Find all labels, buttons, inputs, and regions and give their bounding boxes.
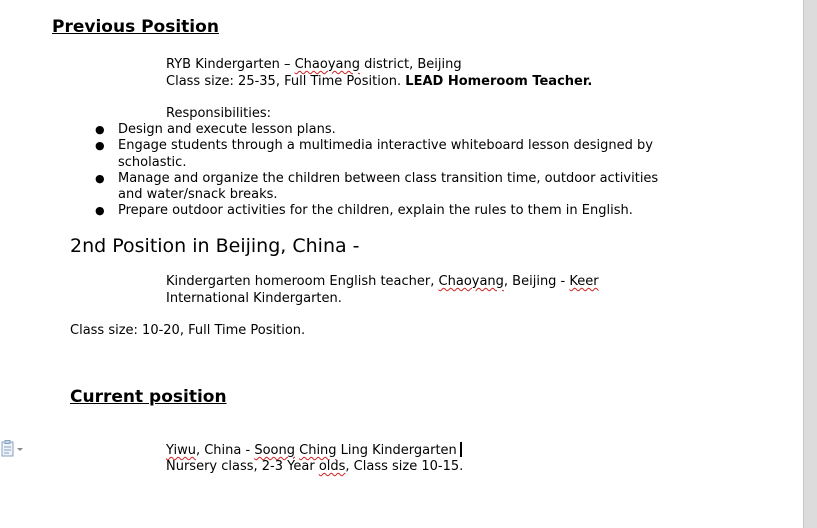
responsibilities-label: Responsibilities:: [166, 106, 271, 121]
spellcheck-word[interactable]: Chaoyang: [294, 57, 360, 72]
vertical-scrollbar[interactable]: [803, 0, 817, 528]
second-position-line: Kindergarten homeroom English teacher, Chaoyang, Beijing - Keer: [166, 274, 599, 289]
second-position-class-info: Class size: 10-20, Full Time Position.: [70, 323, 306, 338]
current-position-heading: Current position: [70, 387, 227, 407]
previous-position-heading: Previous Position: [52, 17, 219, 37]
spellcheck-word[interactable]: Keer: [569, 274, 599, 289]
spellcheck-word[interactable]: Yiwu: [166, 443, 196, 458]
bullet-icon: ●: [95, 123, 105, 136]
current-position-details: Nursery class, 2-3 Year olds, Class size 10-15.: [166, 459, 464, 474]
duty-item: Prepare outdoor activities for the children, explain the rules to them in English.: [118, 203, 633, 218]
duty-item-continuation: scholastic.: [118, 155, 187, 170]
duty-item-continuation: and water/snack breaks.: [118, 187, 278, 202]
bullet-icon: ●: [95, 172, 105, 185]
previous-employer-line: RYB Kindergarten – Chaoyang district, Beijing: [166, 57, 462, 72]
spellcheck-word[interactable]: Chaoyang: [438, 274, 504, 289]
text-cursor: [460, 442, 462, 457]
duty-item: Manage and organize the children between class transition time, outdoor activities: [118, 171, 659, 186]
second-position-heading: 2nd Position in Beijing, China -: [70, 235, 360, 257]
current-position-line: Yiwu, China - Soong Ching Ling Kindergarten: [166, 442, 462, 459]
bullet-icon: ●: [95, 204, 105, 217]
spellcheck-word[interactable]: Soong: [254, 443, 295, 458]
bullet-icon: ●: [95, 139, 105, 152]
previous-class-info: Class size: 25-35, Full Time Position. LEAD Homeroom Teacher.: [166, 74, 593, 89]
spellcheck-word[interactable]: Ching: [299, 443, 337, 458]
duty-item: Design and execute lesson plans.: [118, 122, 336, 137]
paste-options-icon[interactable]: [1, 440, 25, 460]
second-position-school: International Kindergarten.: [166, 291, 342, 306]
duty-item: Engage students through a multimedia interactive whiteboard lesson designed by: [118, 138, 653, 153]
spellcheck-word[interactable]: olds: [318, 459, 346, 474]
